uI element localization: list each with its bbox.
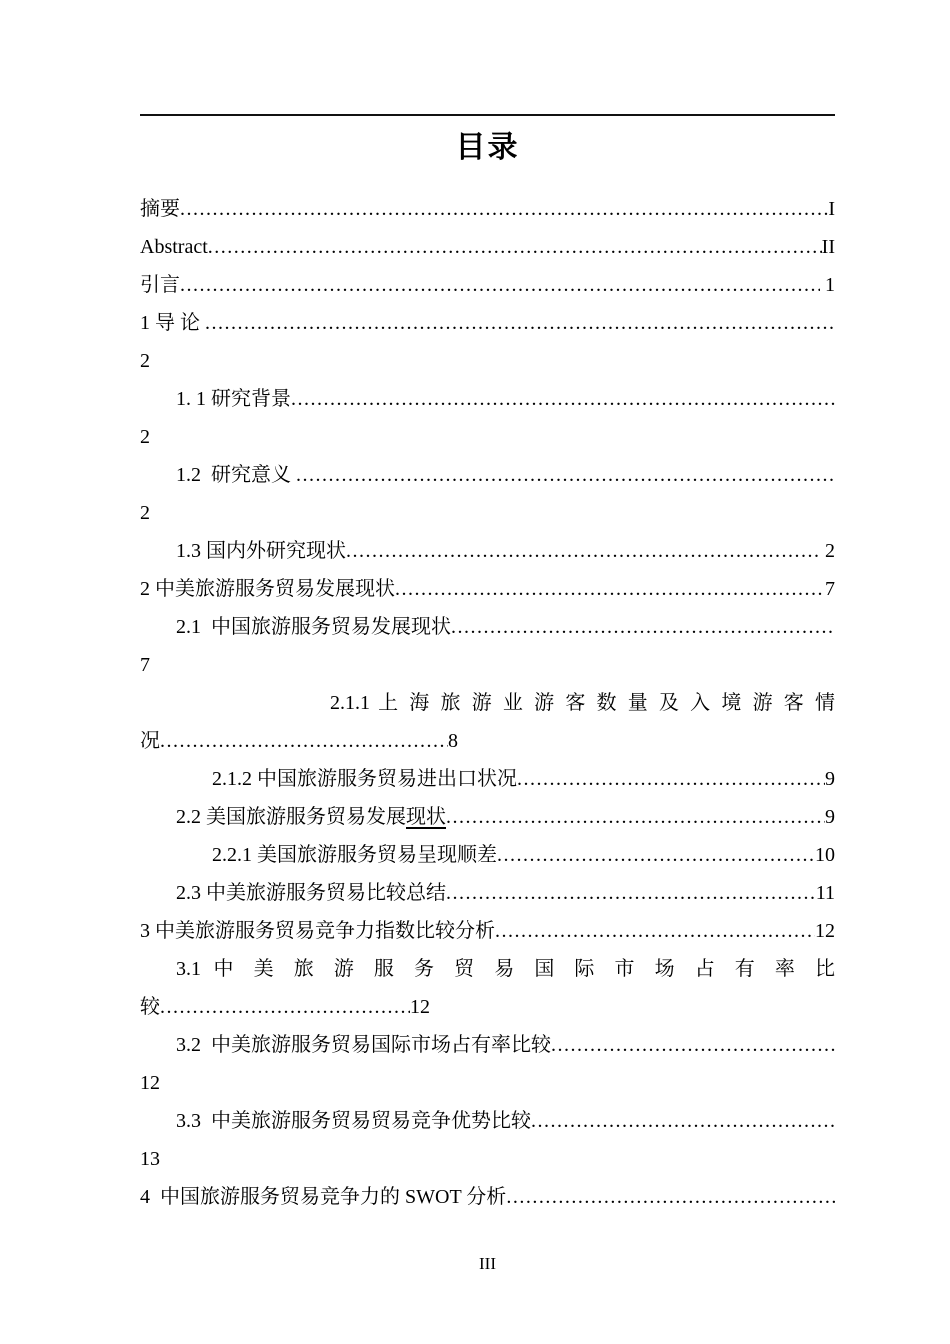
toc-page-number: 12 <box>140 1072 160 1094</box>
toc-entry-text: 摘要 <box>140 198 180 220</box>
toc-page-number: 2 <box>140 350 150 372</box>
toc-entry-text: 较 <box>140 996 160 1018</box>
toc-entry-chapter-3[interactable] <box>140 912 835 950</box>
toc-entry-continuation[interactable] <box>140 646 835 684</box>
toc-entry-continuation[interactable] <box>140 988 835 1026</box>
toc-entry-text: 况 <box>140 730 160 752</box>
toc-entry-2-1[interactable] <box>140 608 835 646</box>
toc-entry-text: 1.2 研究意义 <box>176 464 296 486</box>
toc-entry-1-2[interactable] <box>140 456 835 494</box>
toc-entry-1-3[interactable] <box>140 532 835 570</box>
dot-leader <box>346 532 820 570</box>
toc-page-number: 2 <box>140 426 150 448</box>
toc-entry-continuation[interactable] <box>140 722 835 760</box>
toc-page-number: 2 <box>140 502 150 524</box>
footer-page-number: III <box>479 1254 496 1273</box>
toc-entry-text: 2.3 中美旅游服务贸易比较总结 <box>176 882 446 904</box>
toc-entry-2-2-1[interactable] <box>140 836 835 874</box>
toc-page-number: II <box>821 236 835 258</box>
toc-page-number: 7 <box>825 578 835 600</box>
dot-leader <box>205 304 835 342</box>
toc-entry-text: 1. 1 研究背景 <box>176 388 291 410</box>
toc-entry-text: 2.1.1 上 海 旅 游 业 游 客 数 量 及 入 境 游 客 情 <box>330 692 835 714</box>
toc-entry-text: 4 中国旅游服务贸易竞争力的 SWOT 分析 <box>140 1186 507 1208</box>
toc-entry-text: 1.3 国内外研究现状 <box>176 540 346 562</box>
toc-entry-text: 2.1 中国旅游服务贸易发展现状 <box>176 616 451 638</box>
toc-entry-abstract-cn[interactable] <box>140 190 835 228</box>
toc-page-number: 11 <box>815 882 835 904</box>
toc-entry-3-2[interactable] <box>140 1026 835 1064</box>
toc-entry-text-underlined: 现状 <box>406 806 446 828</box>
toc-page-number: 2 <box>820 540 835 562</box>
toc-entry-continuation[interactable] <box>140 1140 835 1178</box>
toc-entry-abstract-en[interactable] <box>140 228 835 266</box>
toc-entry-text: 3.1 中 美 旅 游 服 务 贸 易 国 际 市 场 占 有 率 比 <box>176 958 835 980</box>
dot-leader <box>208 228 822 266</box>
toc-entry-continuation[interactable] <box>140 1064 835 1102</box>
toc-page-number: 8 <box>448 730 458 752</box>
toc-entry-3-3[interactable] <box>140 1102 835 1140</box>
toc-entry-2-2[interactable] <box>140 798 835 836</box>
toc-entry-text: 2 中美旅游服务贸易发展现状 <box>140 578 395 600</box>
toc-page-number: 7 <box>140 654 150 676</box>
dot-leader <box>531 1102 835 1140</box>
dot-leader <box>446 874 816 912</box>
toc-entry-text: 引言 <box>140 274 180 296</box>
dot-leader <box>160 722 448 760</box>
toc-entry-1-1[interactable] <box>140 380 835 418</box>
table-of-contents <box>140 190 835 1216</box>
dot-leader <box>506 1178 835 1216</box>
toc-entry-introduction[interactable] <box>140 266 835 304</box>
toc-entry-2-3[interactable] <box>140 874 835 912</box>
toc-entry-text: 2.2 美国旅游服务贸易发展 <box>176 806 406 828</box>
toc-entry-chapter-2[interactable] <box>140 570 835 608</box>
toc-entry-2-1-1[interactable] <box>140 684 835 722</box>
toc-entry-text: 3.3 中美旅游服务贸易贸易竞争优势比较 <box>176 1110 531 1132</box>
toc-entry-text: 1 导 论 <box>140 312 205 334</box>
toc-entry-chapter-4[interactable] <box>140 1178 835 1216</box>
dot-leader <box>497 836 815 874</box>
toc-page-number: 9 <box>825 806 835 828</box>
toc-entry-text: Abstract <box>140 236 208 258</box>
toc-entry-continuation[interactable] <box>140 342 835 380</box>
dot-leader <box>180 190 828 228</box>
dot-leader <box>495 912 815 950</box>
toc-entry-3-1[interactable] <box>140 950 835 988</box>
dot-leader <box>451 608 835 646</box>
toc-entry-text: 2.1.2 中国旅游服务贸易进出口状况 <box>212 768 517 790</box>
toc-entry-text: 3 中美旅游服务贸易竞争力指数比较分析 <box>140 920 495 942</box>
dot-leader <box>517 760 825 798</box>
toc-entry-text: 2.2.1 美国旅游服务贸易呈现顺差 <box>212 844 497 866</box>
dot-leader <box>395 570 825 608</box>
dot-leader <box>551 1026 835 1064</box>
toc-entry-continuation[interactable] <box>140 494 835 532</box>
toc-entry-text: 3.2 中美旅游服务贸易国际市场占有率比较 <box>176 1034 551 1056</box>
dot-leader <box>291 380 835 418</box>
toc-entry-2-1-2[interactable] <box>140 760 835 798</box>
dot-leader <box>180 266 820 304</box>
toc-page-number: 13 <box>140 1148 160 1170</box>
toc-entry-chapter-1[interactable] <box>140 304 835 342</box>
toc-page-number: 12 <box>815 920 835 942</box>
toc-page-number: 1 <box>820 274 835 296</box>
toc-page-number: I <box>828 198 835 220</box>
dot-leader <box>296 456 835 494</box>
toc-page-number: 10 <box>815 844 835 866</box>
header-rule <box>140 114 835 116</box>
page-title: 目录 <box>455 131 520 164</box>
toc-page-number: 9 <box>825 768 835 790</box>
toc-entry-continuation[interactable] <box>140 418 835 456</box>
dot-leader <box>160 988 410 1026</box>
dot-leader <box>446 798 825 836</box>
toc-page-number: 12 <box>410 996 430 1018</box>
